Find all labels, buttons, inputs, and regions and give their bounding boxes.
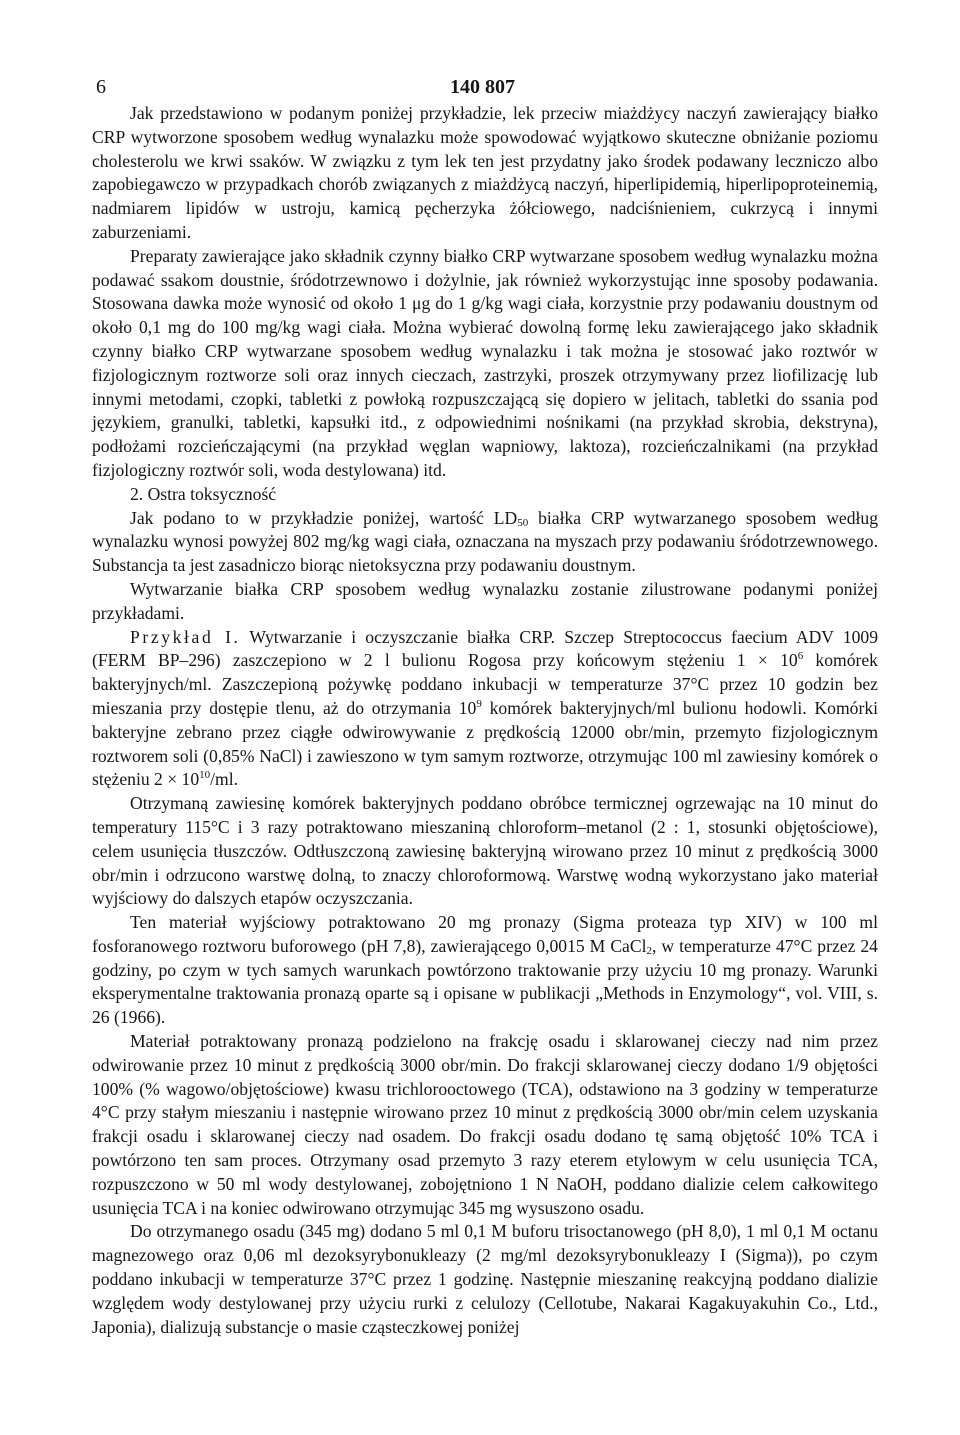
superscript: 10	[199, 769, 211, 782]
paragraph-text: Wytwarzanie białka CRP sposobem według wynalazku zostanie zilustrowane podanymi poniżej przykładami.	[92, 578, 878, 623]
paragraph-text: Ten materiał wyjściowy potraktowano 20 mg pronazy (Sigma proteaza typ XIV) w 100 ml fosforanowego roztworu buforowego (pH 7,8), zawierającego 0,0015 M CaCl	[92, 912, 878, 956]
page-number: 6	[96, 76, 106, 98]
paragraph-text: komórek bakteryjnych/ml. Zaszczepioną pożywkę poddano inkubacji w temperaturze 37°C przez 10 godzin bez mieszania przy dostępie tlenu, aż do otrzymania 10	[92, 650, 878, 718]
paragraph-text: Materiał potraktowany pronazą podzielono na frakcję osadu i sklarowanej cieczy nad nim przez odwirowanie przez 10 minut z prędkością 3000 obr/min. Do frakcji sklarowanej cieczy dodano 1/9 objętości 100% (% wagowo/objętościowe) kwasu trichlorooctowego (TCA), odstawiono na 3 godziny w temperaturze 4°C przy stałym mieszaniu i następnie wirowano przez 10 minut z prędkością 3000 obr/min celem uzyskania frakcji osadu i sklarowanej cieczy nad osadem. Do frakcji osadu dodano tę samą objętość 10% TCA i powtórzono ten sam proces. Otrzymany osad przemyto 3 razy eterem etylowym w celu usunięcia TCA, rozpuszczono w 50 ml wody destylowanej, zobojętniono 1 N NaOH, poddano dializie celem całkowitego usunięcia TCA i na koniec odwirowano otrzymując 345 mg wysuszono osadu.	[92, 1031, 878, 1218]
paragraph-tca-fractionation	[92, 1030, 878, 1220]
paragraph-text: Preparaty zawierające jako składnik czynny białko CRP wytwarzane sposobem według wynalazku można podawać ssakom doustnie, śródotrzewnowo i dożylnie, jak również wykorzystując inne sposoby podawania. Stosowana dawka może wynosić od około 1 μg do 1 g/kg wagi ciała, korzystnie przy podawaniu doustnym od około 0,1 mg do 100 mg/kg wagi ciała. Można wybierać dowolną formę leku zawierającego jako składnik czynny białko CRP wytwarzane sposobem według wynalazku i tak można je stosować jako roztwór w fizjologicznym roztworze soli oraz innych cieczach, zastrzyki, proszek otrzymywany przez liofilizację lub innymi metodami, czopki, tabletki z powłoką rozpuszczającą się dopiero w jelitach, tabletki do ssania pod językiem, granulki, tabletki, kapsułki itd., z odpowiednimi nośnikami (na przykład skrobia, dekstryna), podłożami rozcieńczającymi (na przykład węglan wapniowy, laktoza), rozcieńczalnikami (na przykład fizjologiczny roztwór soli, woda destylowana) itd.	[92, 245, 878, 480]
paragraph-text: komórek bakteryjnych/ml bulionu hodowli. Komórki bakteryjne zebrano przez ciągłe odwirowywanie z prędkością 12000 obr/min, przemyto fizjologicznym roztworem soli (0,85% NaCl) i zawieszono w tym samym roztworze, otrzymując 100 ml zawiesiny komórek o stężeniu 2 × 10	[92, 697, 879, 790]
paragraph-text: Otrzymaną zawiesinę komórek bakteryjnych poddano obróbce termicznej ogrzewając na 10 minut do temperatury 115°C i 3 razy potraktowano mieszaniną chloroform–metanol (2 : 1, stosunki objętościowe), celem usunięcia tłuszczów. Odtłuszczoną zawiesinę bakteryjną wirowano przez 10 minut z prędkością 3000 obr/min i odrzucono warstwę dolną, to znaczy chloroformową. Warstwę wodną wykorzystano jako materiał wyjściowy do dalszych etapów oczyszczania.	[92, 793, 878, 909]
page-header	[0, 76, 960, 100]
heading-text: 2. Ostra toksyczność	[130, 483, 277, 504]
paragraph-text: białka CRP wytwarzanego sposobem według wynalazku wynosi powyżej 802 mg/kg wagi ciała, oznaczana na myszach przy podawaniu śródotrzewnowego. Substancja ta jest zasadniczo biorąc nietoksyczna przy podawaniu doustnym.	[92, 507, 878, 576]
subscript: 2	[646, 944, 652, 957]
paragraph-heat-treatment	[92, 792, 878, 911]
body-text	[92, 102, 878, 1339]
subscript: 50	[517, 516, 529, 529]
paragraph-text: Jak podano to w przykładzie poniżej, wartość LD	[130, 507, 518, 528]
paragraph-preparations	[92, 245, 878, 483]
paragraph-text: Do otrzymanego osadu (345 mg) dodano 5 ml 0,1 M buforu trisoctanowego (pH 8,0), 1 ml 0,1 M octanu magnezowego oraz 0,06 ml dezoksyrybonukleazy (2 mg/ml dezoksyrybonukleazy I (Sigma)), po czym poddano inkubacji w temperaturze 37°C przez 1 godzinę. Następnie mieszaninę reakcyjną poddano dializie względem wody destylowanej przy użyciu rurki z celulozy (Cellotube, Nakarai Kagakuyakuhin Co., Ltd., Japonia), dializują substancje o masie cząsteczkowej poniżej	[92, 1221, 878, 1337]
paragraph-text: , w temperaturze 47°C przez 24 godziny, po czym w tych samych warunkach powtórzono traktowanie przy użyciu 10 mg pronazy. Warunki eksperymentalne traktowania pronazą oparte są i opisane w publikacji „Methods in Enzymology“, vol. VIII, s. 26 (1966).	[92, 935, 878, 1028]
paragraph-text: Wytwarzanie i oczyszczanie białka CRP. Szczep Streptococcus faecium ADV 1009 (FERM BP–296) zaszczepiono w 2 l bulionu Rogosa przy końcowym stężeniu 1 × 10	[92, 626, 879, 671]
paragraph-example-1	[92, 626, 878, 793]
superscript: 9	[476, 697, 482, 710]
paragraph-use-of-drug	[92, 102, 878, 245]
paragraph-dnase	[92, 1220, 878, 1339]
document-number: 140 807	[450, 76, 515, 98]
paragraph-pronase	[92, 911, 878, 1030]
paragraph-text: Jak przedstawiono w podanym poniżej przykładzie, lek przeciw miażdżycy naczyń zawierający białko CRP wytworzone sposobem według wynalazku może spowodować wyjątkowo skuteczne obniżanie poziomu cholesterolu we krwi ssaków. W związku z tym lek ten jest przydatny jako środek podawany leczniczo albo zapobiegawczo w przypadkach chorób związanych z miażdżycą naczyń, hiperlipidemią, hiperlipoproteinemią, nadmiarem lipidów w ustroju, kamicą pęcherzyka żółciowego, nadciśnieniem, cukrzycą i innymi zaburzeniami.	[92, 103, 878, 242]
paragraph-ld50	[92, 507, 878, 578]
paragraph-examples-intro	[92, 578, 878, 626]
paragraph-text: /ml.	[210, 769, 239, 790]
superscript: 6	[797, 650, 804, 663]
section-heading-acute-toxicity	[92, 483, 878, 507]
example-label: Przykład I.	[130, 626, 241, 647]
